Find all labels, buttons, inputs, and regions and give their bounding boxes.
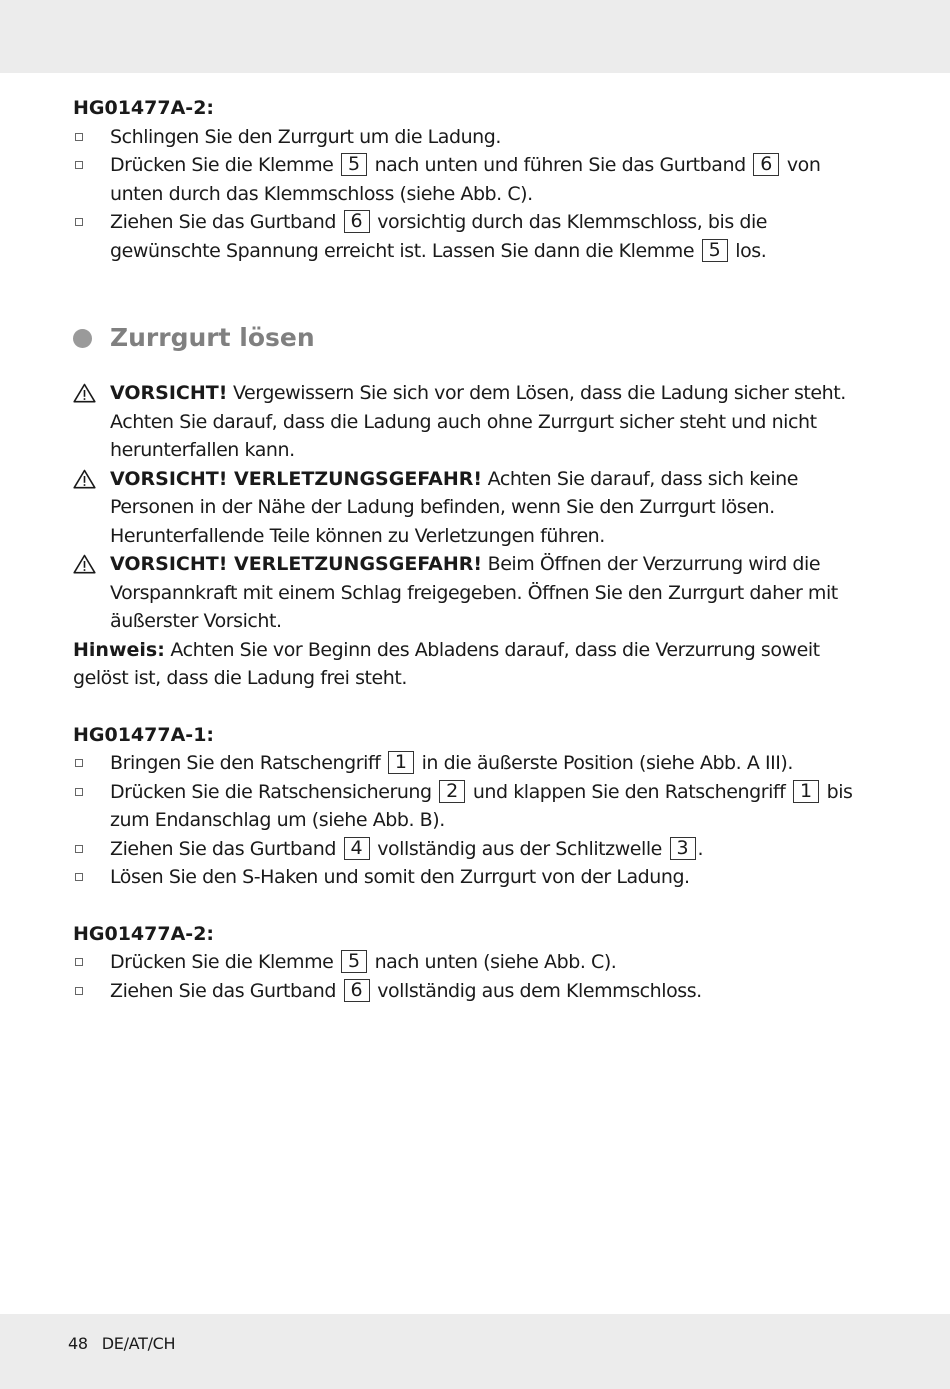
warning-text: Achten Sie darauf, dass sich keine Personen in der Nähe der Ladung befinden, wenn Sie den Zurrgurt lösen. Herunterfallende Teile können zu Verletzungen führen. bbox=[110, 467, 798, 547]
checkbox-bullet-icon bbox=[75, 987, 83, 995]
warning-label: VORSICHT! VERLETZUNGSGEFAHR! bbox=[110, 467, 483, 490]
section-heading-hg01477a-1: HG01477A-1: bbox=[73, 723, 215, 746]
list-item: Drücken Sie die Ratschensicherung 2 und klappen Sie den Ratschengriff 1 bis zum Endanschlag um (siehe Abb. B). bbox=[73, 778, 873, 835]
part-number-box: 1 bbox=[388, 751, 414, 774]
part-number-box: 5 bbox=[341, 950, 367, 973]
note-label: Hinweis: bbox=[73, 638, 165, 661]
section-title-release: Zurrgurt lösen bbox=[73, 321, 873, 355]
part-number-box: 1 bbox=[793, 780, 819, 803]
checkbox-bullet-icon bbox=[75, 788, 83, 796]
section-heading-hg01477a-2-fasten: HG01477A-2: bbox=[73, 97, 215, 119]
warning-text: Beim Öffnen der Verzurrung wird die Vorspannkraft mit einem Schlag freigegeben. Öffnen Sie den Zurrgurt daher mit äußerster Vorsicht. bbox=[110, 553, 838, 632]
list-item: Ziehen Sie das Gurtband 4 vollständig aus der Schlitzwelle 3 . bbox=[73, 835, 873, 864]
page-footer bbox=[68, 1333, 175, 1355]
warning-triangle-icon bbox=[73, 469, 96, 489]
list-item: Drücken Sie die Klemme 5 nach unten (siehe Abb. C). bbox=[73, 948, 873, 977]
part-number-box: 6 bbox=[344, 210, 370, 233]
header-band bbox=[0, 0, 950, 73]
list-item: Ziehen Sie das Gurtband 6 vollständig aus dem Klemmschloss. bbox=[73, 977, 873, 1006]
warning-label: VORSICHT! VERLETZUNGSGEFAHR! bbox=[110, 553, 483, 575]
checkbox-bullet-icon bbox=[75, 759, 83, 767]
region-label: DE/AT/CH bbox=[101, 1334, 176, 1353]
list-item: Bringen Sie den Ratschengriff 1 in die äußerste Position (siehe Abb. A III). bbox=[73, 749, 873, 778]
warning-item bbox=[73, 379, 873, 465]
warning-item bbox=[73, 550, 873, 636]
part-number-box: 6 bbox=[344, 979, 370, 1002]
checkbox-bullet-icon bbox=[75, 873, 83, 881]
warning-text: Vergewissern Sie sich vor dem Lösen, dass die Ladung sicher steht. Achten Sie darauf, dass die Ladung auch ohne Zurrgurt sicher steht und nicht herunterfallen kann. bbox=[110, 382, 846, 461]
list-item: Ziehen Sie das Gurtband 6 vorsichtig durch das Klemmschloss, bis die gewünschte Spannung erreicht ist. Lassen Sie dann die Klemme 5 los. bbox=[73, 208, 873, 265]
list-item: Lösen Sie den S-Haken und somit den Zurrgurt von der Ladung. bbox=[73, 863, 873, 892]
part-number-box: 5 bbox=[341, 153, 367, 176]
warning-item bbox=[73, 465, 873, 551]
note-text: Achten Sie vor Beginn des Abladens darauf, dass die Verzurrung soweit gelöst ist, dass die Ladung frei steht. bbox=[73, 638, 820, 689]
checkbox-bullet-icon bbox=[75, 845, 83, 853]
part-number-box: 6 bbox=[753, 153, 779, 176]
part-number-box: 5 bbox=[702, 239, 728, 262]
warning-label: VORSICHT! bbox=[110, 382, 228, 404]
part-number-box: 2 bbox=[439, 780, 465, 803]
part-number-box: 4 bbox=[344, 837, 370, 860]
warning-triangle-icon bbox=[73, 383, 96, 403]
bullet-dot-icon bbox=[73, 329, 92, 348]
list-item: Schlingen Sie den Zurrgurt um die Ladung. bbox=[73, 123, 873, 152]
checkbox-bullet-icon bbox=[75, 133, 83, 141]
part-number-box: 3 bbox=[670, 837, 696, 860]
checkbox-bullet-icon bbox=[75, 161, 83, 169]
note-paragraph bbox=[73, 636, 873, 693]
checkbox-bullet-icon bbox=[75, 958, 83, 966]
list-item: Drücken Sie die Klemme 5 nach unten und führen Sie das Gurtband 6 von unten durch das Klemmschloss (siehe Abb. C). bbox=[73, 151, 873, 208]
warning-triangle-icon bbox=[73, 554, 96, 574]
section-heading-hg01477a-2-release: HG01477A-2: bbox=[73, 922, 215, 945]
page-number: 48 bbox=[68, 1334, 88, 1353]
checkbox-bullet-icon bbox=[75, 218, 83, 226]
page-content bbox=[73, 94, 873, 1005]
